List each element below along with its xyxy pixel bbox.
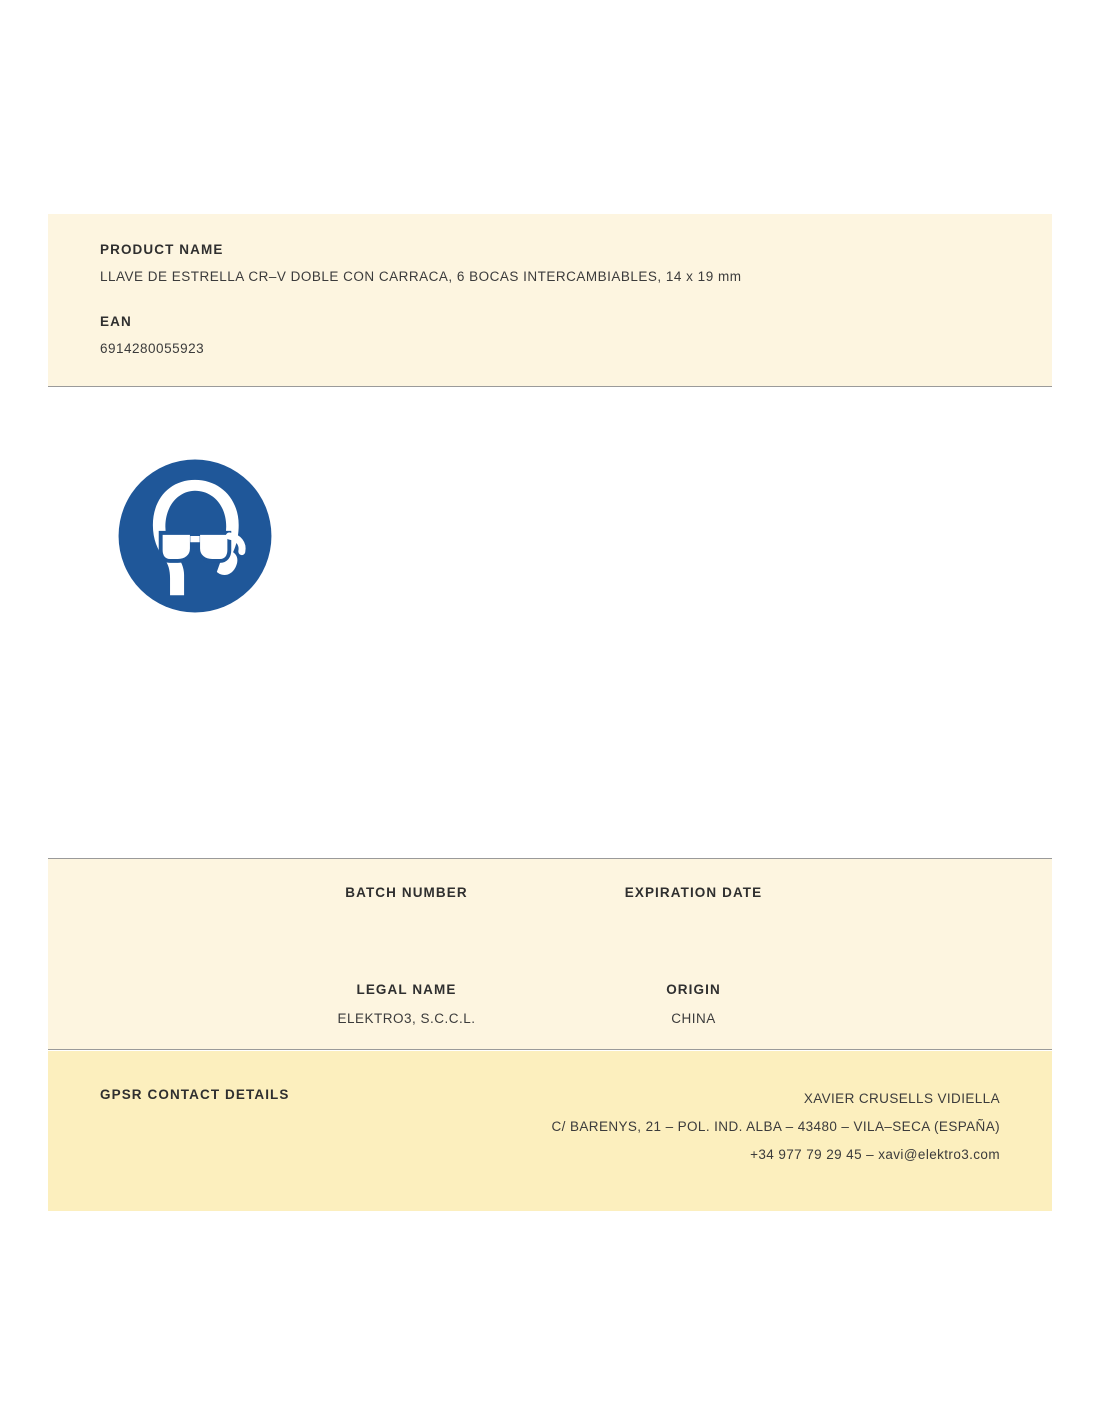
table-cell-spacer <box>48 885 263 930</box>
table-row-spacer <box>48 930 1052 982</box>
batch-number-label: BATCH NUMBER <box>345 885 468 900</box>
gpsr-contact-person: XAVIER CRUSELLS VIDIELLA <box>803 1091 1000 1106</box>
gpsr-contact-block <box>48 1051 1052 1211</box>
table-cell-expiration <box>550 885 837 930</box>
origin-label: ORIGIN <box>666 982 721 997</box>
legal-name-label: LEGAL NAME <box>356 982 457 997</box>
legal-name-value: ELEKTRO3, S.C.C.L. <box>337 1011 476 1026</box>
product-info-block <box>48 214 1052 387</box>
eye-protection-icon <box>117 458 273 614</box>
ean-label: EAN <box>100 314 132 329</box>
table-cell-spacer-right <box>837 885 1052 930</box>
batch-number-value <box>273 914 540 930</box>
table-cell-legal-name <box>263 982 550 1027</box>
details-table <box>48 858 1052 1050</box>
product-name-label: PRODUCT NAME <box>100 242 224 257</box>
ean-value: 6914280055923 <box>100 341 205 356</box>
table-cell-spacer <box>48 982 263 1027</box>
block-spacer <box>100 284 1000 314</box>
origin-value: CHINA <box>671 1011 716 1026</box>
pictogram-area <box>48 396 1052 856</box>
gpsr-contact-address: C/ BARENYS, 21 – POL. IND. ALBA – 43480 – VILA–SECA (ESPAÑA) <box>551 1119 1000 1134</box>
table-row <box>48 982 1052 1027</box>
table-cell-batch <box>263 885 550 930</box>
gpsr-contact-details <box>552 1085 1000 1169</box>
product-name-value: LLAVE DE ESTRELLA CR–V DOBLE CON CARRACA, 6 BOCAS INTERCAMBIABLES, 14 x 19 mm <box>100 269 742 284</box>
gpsr-contact-label: GPSR CONTACT DETAILS <box>100 1087 290 1102</box>
table-row <box>48 885 1052 930</box>
expiration-date-value <box>560 914 827 930</box>
table-cell-origin <box>550 982 837 1027</box>
gpsr-contact-phone-email: +34 977 79 29 45 – xavi@elektro3.com <box>750 1147 1000 1162</box>
expiration-date-label: EXPIRATION DATE <box>624 885 763 900</box>
table-cell-spacer-right <box>837 982 1052 1027</box>
